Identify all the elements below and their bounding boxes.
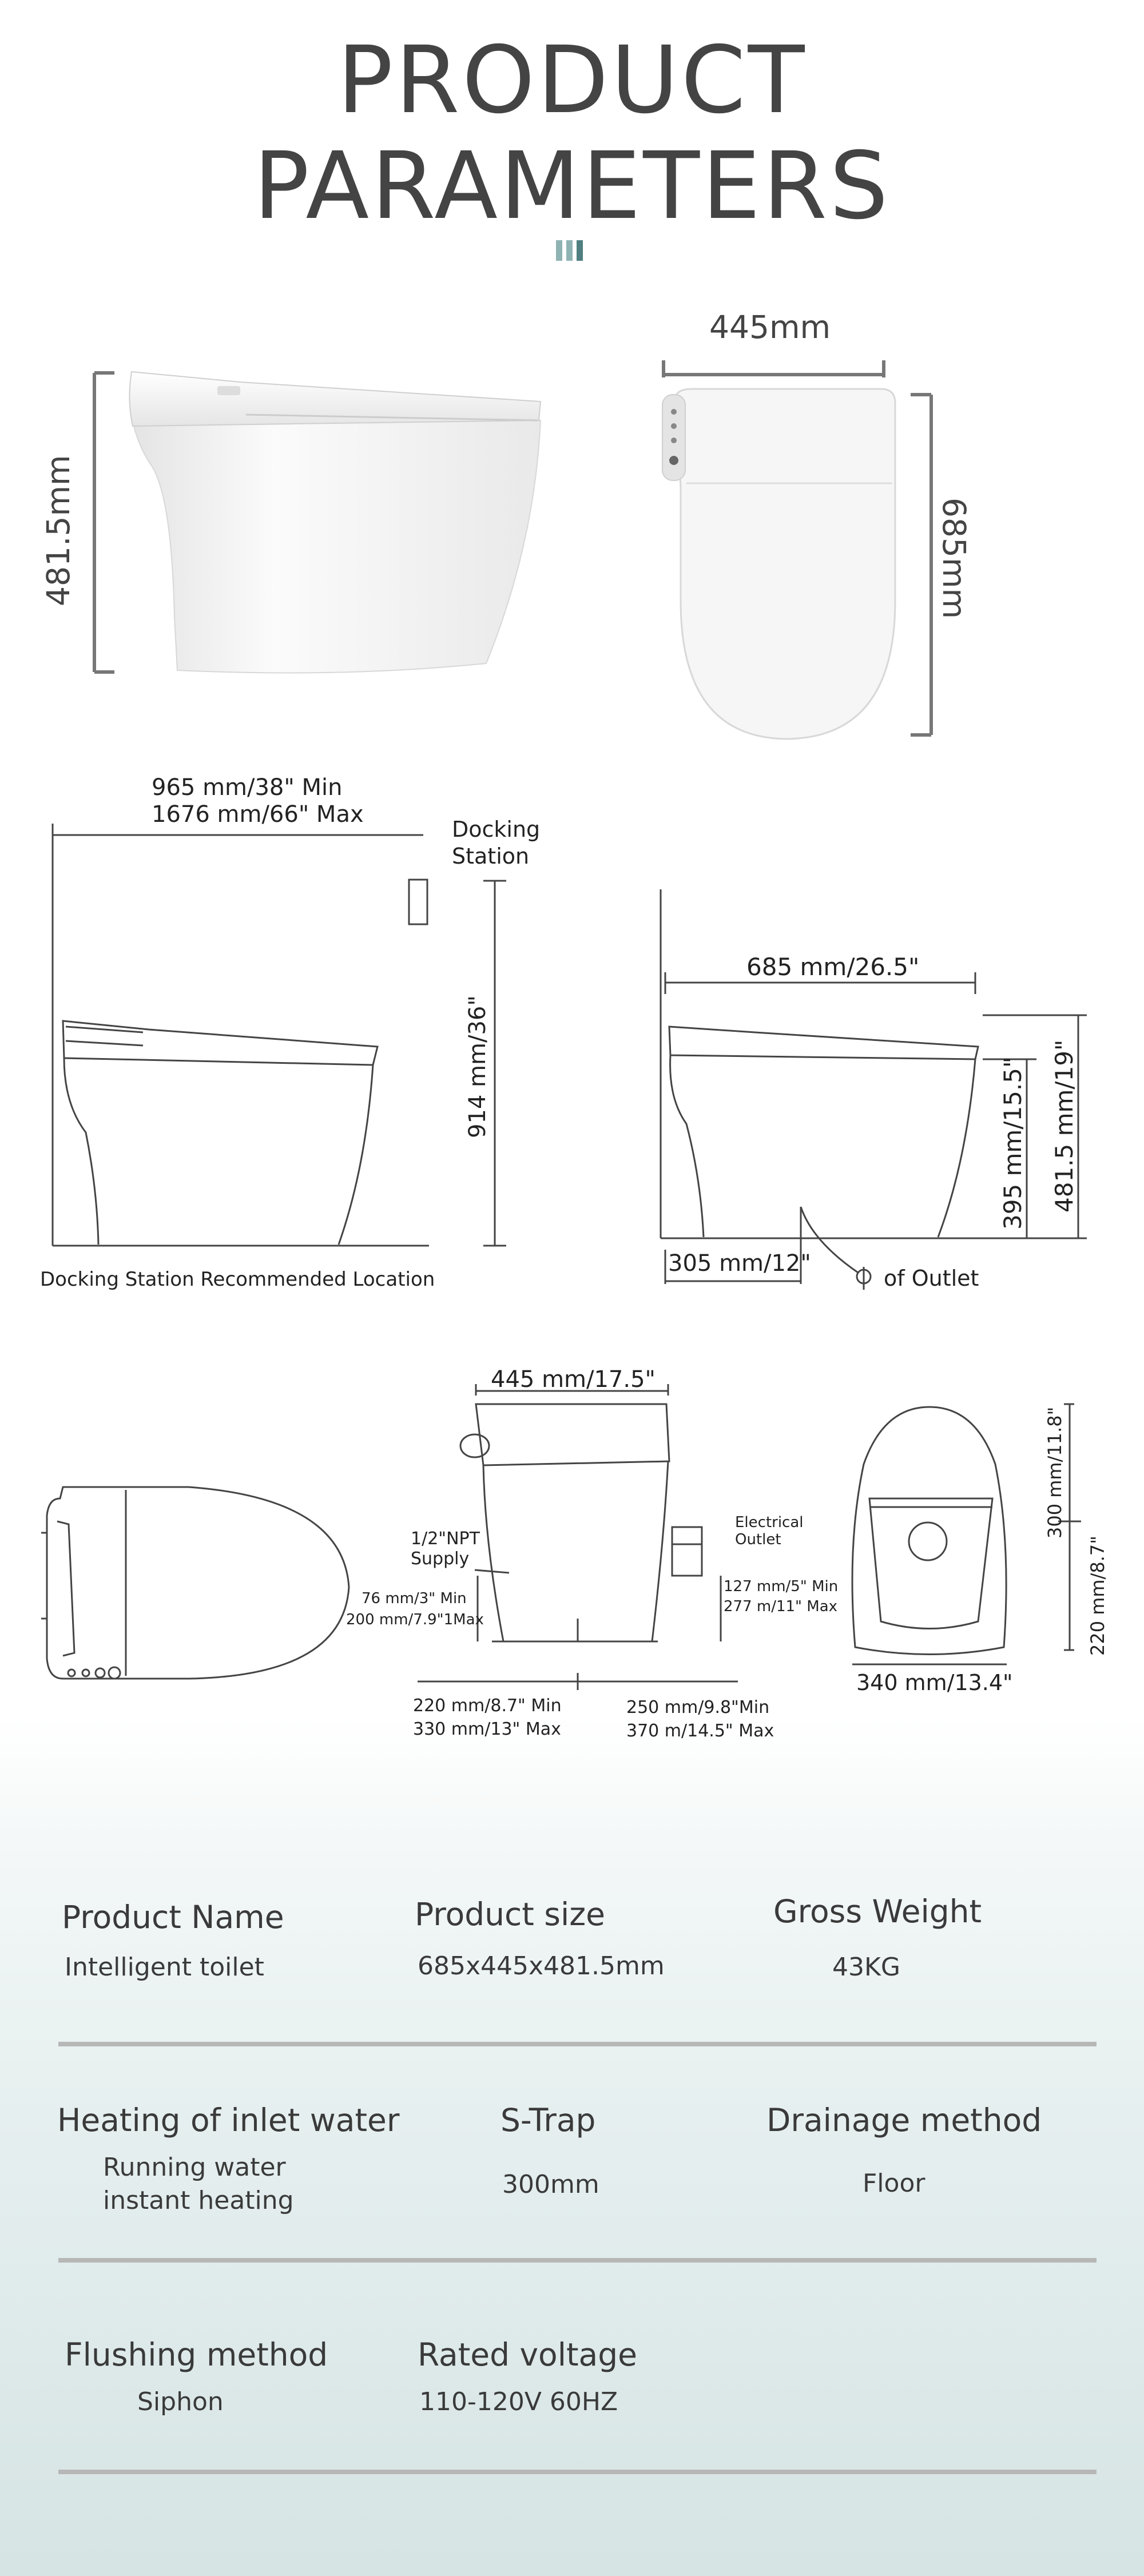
- left-min: 220 mm/8.7" Min: [413, 1696, 562, 1716]
- voltage-value: 110-120V 60HZ: [419, 2387, 618, 2416]
- docking-caption: Docking Station Recommended Location: [40, 1268, 435, 1291]
- supply-max: 200 mm/7.9"1Max: [346, 1611, 484, 1628]
- product-size-label: Product size: [415, 1896, 605, 1933]
- bowl-width: 340 mm/13.4": [856, 1670, 1013, 1695]
- heating-label: Heating of inlet water: [57, 2102, 400, 2138]
- product-name-value: Intelligent toilet: [65, 1953, 264, 1982]
- heating-value-line1: Running water: [103, 2153, 286, 2182]
- flushing-value: Siphon: [137, 2387, 224, 2416]
- docking-label-line1: Docking: [452, 817, 541, 842]
- docking-label-line2: Station: [452, 844, 530, 869]
- right-min: 250 mm/9.8"Min: [626, 1698, 770, 1718]
- right-max: 370 m/14.5" Max: [626, 1721, 774, 1741]
- npt-line2: Supply: [411, 1549, 470, 1569]
- product-size-value: 685x445x481.5mm: [418, 1951, 665, 1981]
- electrical-line2: Outlet: [735, 1531, 781, 1548]
- outlet-label: of Outlet: [884, 1266, 979, 1291]
- outlet-offset: 305 mm/12": [668, 1250, 811, 1277]
- length-dimension: 685mm: [936, 498, 972, 619]
- divider: [58, 2258, 1097, 2263]
- divider: [58, 2470, 1097, 2474]
- product-name-label: Product Name: [62, 1899, 284, 1935]
- width-dimension: 445mm: [709, 309, 831, 345]
- left-max: 330 mm/13" Max: [413, 1719, 561, 1739]
- strap-value: 300mm: [502, 2170, 599, 2199]
- height-dimension: 481.5mm: [40, 455, 77, 606]
- heating-value-line2: instant heating: [103, 2186, 294, 2215]
- electrical-line1: Electrical: [735, 1514, 804, 1531]
- page-title-line1: PRODUCT: [337, 27, 807, 134]
- drainage-value: Floor: [863, 2169, 925, 2198]
- flushing-label: Flushing method: [65, 2336, 328, 2373]
- strap-label: S-Trap: [500, 2102, 596, 2138]
- supply-min: 76 mm/3" Min: [362, 1590, 467, 1607]
- docking-height: 914 mm/36": [464, 995, 491, 1138]
- side-h1: 395 mm/15.5": [999, 1056, 1027, 1230]
- npt-line1: 1/2"NPT: [411, 1529, 480, 1549]
- bowl-upper: 300 mm/11.8": [1044, 1406, 1066, 1539]
- rough-in-max: 1676 mm/66" Max: [152, 801, 364, 828]
- elec-min: 127 mm/5" Min: [724, 1578, 839, 1595]
- elec-max: 277 m/11" Max: [724, 1598, 838, 1615]
- rough-in-min: 965 mm/38" Min: [152, 774, 343, 801]
- side-h2: 481.5 mm/19": [1050, 1039, 1078, 1213]
- page-title-line2: PARAMETERS: [253, 133, 891, 240]
- side-length: 685 mm/26.5": [746, 953, 920, 981]
- gross-weight-label: Gross Weight: [773, 1893, 982, 1930]
- front-width: 445 mm/17.5": [491, 1366, 656, 1393]
- voltage-label: Rated voltage: [418, 2336, 638, 2373]
- drainage-label: Drainage method: [766, 2102, 1042, 2138]
- divider: [58, 2042, 1097, 2046]
- bowl-lower: 220 mm/8.7": [1087, 1536, 1109, 1656]
- gross-weight-value: 43KG: [832, 1953, 900, 1982]
